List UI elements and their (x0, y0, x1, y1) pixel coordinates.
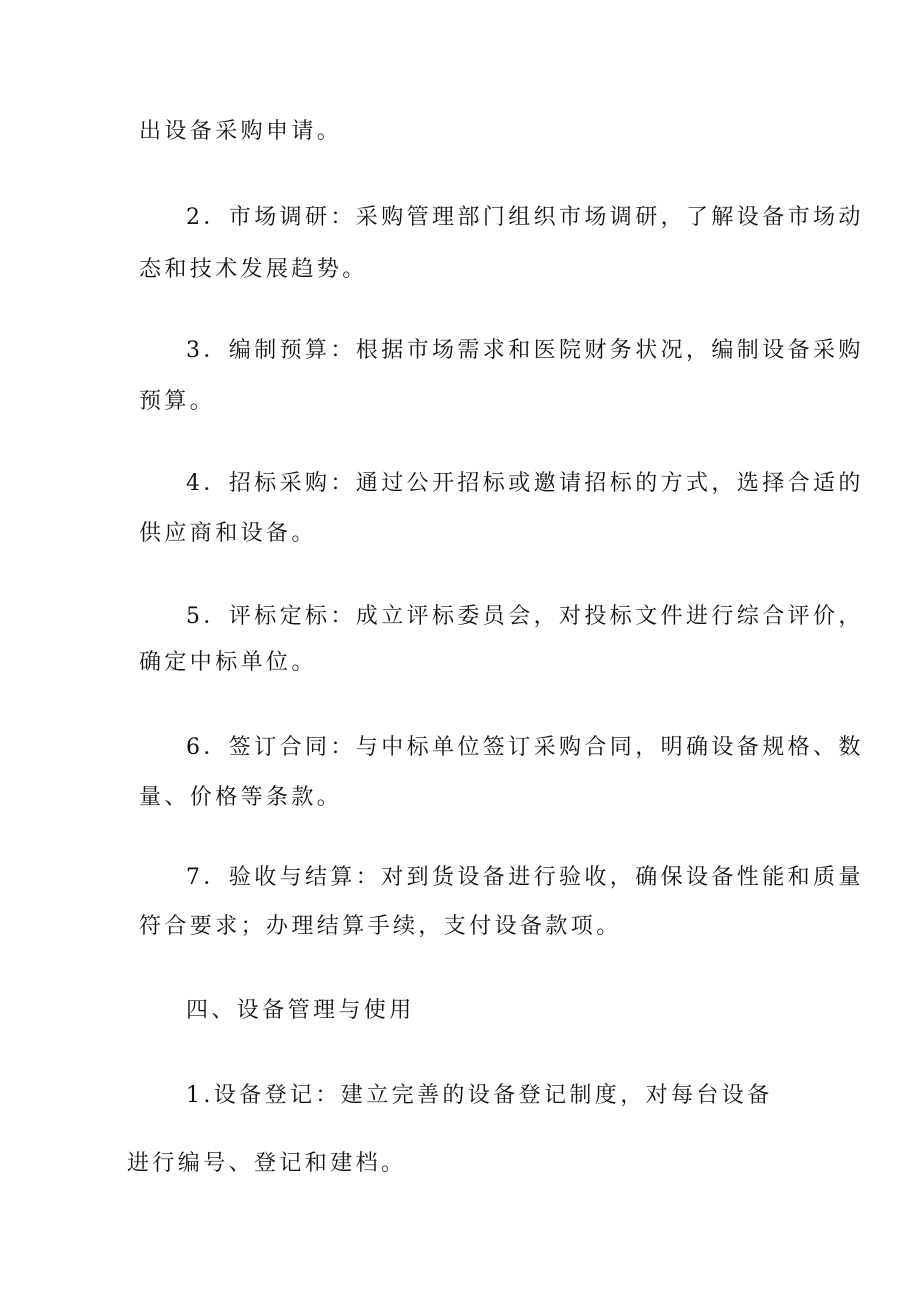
paragraph-7-line-2: 符合要求；办理结算手续，支付设备款项。 (139, 914, 622, 939)
paragraph-5-line-2: 确定中标单位。 (139, 650, 317, 675)
paragraph-1-line-1: 出设备采购申请。 (139, 119, 343, 144)
paragraph-7-line-1: 7．验收与结算：对到货设备进行验收，确保设备性能和质量 (186, 865, 864, 890)
paragraph-9-line-2: 进行编号、登记和建档。 (127, 1151, 407, 1176)
section-heading-equipment-management: 四、设备管理与使用 (186, 998, 415, 1023)
paragraph-4-line-1: 4．招标采购：通过公开招标或邀请招标的方式，选择合适的 (186, 471, 864, 496)
paragraph-6-line-1: 6．签订合同：与中标单位签订采购合同，明确设备规格、数 (186, 735, 864, 760)
paragraph-2-line-2: 态和技术发展趋势。 (139, 257, 368, 282)
paragraph-5-line-1: 5．评标定标：成立评标委员会，对投标文件进行综合评价， (186, 604, 864, 629)
paragraph-4-line-2: 供应商和设备。 (139, 521, 317, 546)
paragraph-9-line-1: 1.设备登记：建立完善的设备登记制度，对每台设备 (186, 1083, 773, 1108)
paragraph-3-line-1: 3．编制预算：根据市场需求和医院财务状况，编制设备采购 (186, 338, 864, 363)
paragraph-6-line-2: 量、价格等条款。 (139, 785, 343, 810)
paragraph-2-line-1: 2．市场调研：采购管理部门组织市场调研，了解设备市场动 (186, 205, 864, 230)
paragraph-3-line-2: 预算。 (139, 389, 216, 414)
